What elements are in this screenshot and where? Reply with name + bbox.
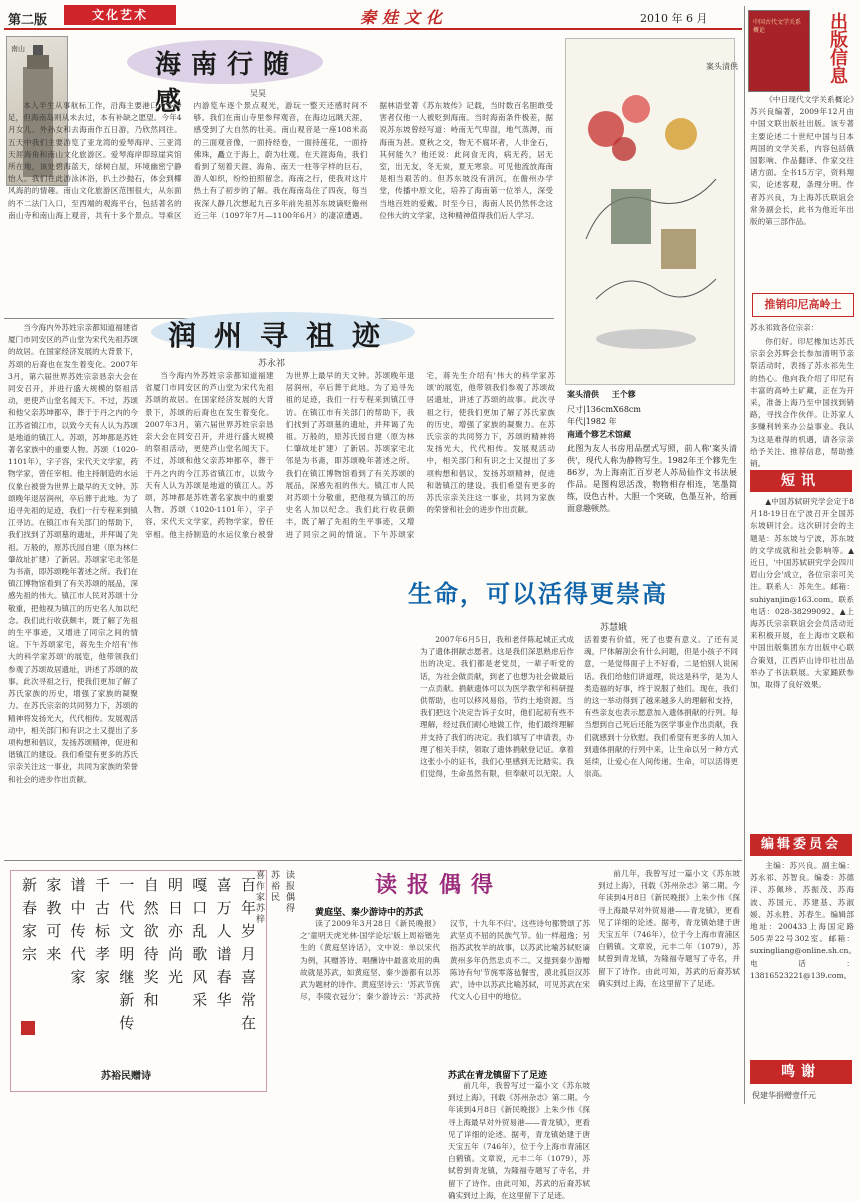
divider bbox=[4, 860, 742, 861]
painting-year: 年代|1982 年 bbox=[567, 417, 617, 426]
calligraphy-seal bbox=[21, 1021, 35, 1035]
painting-caption-title-row bbox=[567, 388, 737, 400]
painting-collection: 南通个簃艺术馆藏 bbox=[567, 429, 631, 439]
calligraphy-caption: 苏裕民赠诗 bbox=[101, 1071, 151, 1082]
calligraphy-side-col: 苏裕民 bbox=[269, 870, 279, 903]
reading-body1 bbox=[300, 918, 590, 1068]
reading-sub1: 黄庭坚、秦少游诗中的苏武 bbox=[315, 908, 424, 918]
reading-title: 读报偶得 bbox=[375, 872, 504, 898]
hainan-title: 海南行随感 bbox=[155, 50, 300, 117]
calligraphy-columns bbox=[19, 877, 259, 1057]
reading-body2 bbox=[448, 1080, 590, 1200]
sidebar-promo-title: 推销印尼高岭土 bbox=[752, 293, 854, 317]
calligraphy-side-col: 喜作家苏梓 bbox=[254, 870, 264, 925]
shengming-body-text: 2007年6月5日，我和老伴陈起城正式成为了遗体捐献志愿者。这是我们深思熟虑后作出的决定。我们都是老党员，一辈子听党的话，为社会做贡献，到老了也想为社会做最后一点贡献。捐献遗体可以为医学教学和科研提供帮助，也可以移风易俗，节约土地资源。当我们把这个决定告诉子女时，他们起初有些不理解，经过我们耐心地做工作，他们最终理解并支持了我们的决定。我们填写了申请表，办理了相关手续，领取了遗体捐献登记证。拿着这张小小的证书，我们心里感到无比踏实。我们觉得，生命虽然有限，但奉献可以无限。人活着要有价值，死了也要有意义。了还有灵魂，尸体解剖会有什么问题，但是小孩子不同意，一是觉得面子上不好看，二是怕别人说闲话。我们给他们讲道理，说这是科学，是为人类造福的好事，终于说服了他们。现在，我们的这一举动得到了越来越多人的理解和支持，有些亲友也表示愿意加入遗体捐献的行列。每当想到自己死后还能为医学事业作出贡献，我们就感到十分欣慰。我们希望有更多的人加入到遗体捐献的行列中来，让生命以另一种方式延续，让爱心在人间传递。生命，可以活得更崇高。 bbox=[420, 635, 738, 779]
calligraphy-col: 一代文明继新传 bbox=[117, 877, 136, 1038]
sidebar-pub-body-text: 《中日现代文学关系概论》苏兴良编著，2009年12月由中国文联出版社出版。该专著主要论述二十世纪中国与日本两国的文学关系，内容包括俄国影响、作品翻译、作家交往诸方面。全书15万字，资料翔实，论述客观，条理分明。作者苏兴良，为上海苏氏联谊会常务副会长，此书为他近年出版的第三部作品。 bbox=[750, 95, 854, 227]
zhenjiang-banner bbox=[148, 310, 418, 354]
reading-sub2: 苏武在青龙镇留下了足迹 bbox=[448, 1071, 548, 1081]
hainan-author: 吴昊 bbox=[250, 89, 266, 98]
section-tag: 文化艺术 bbox=[64, 5, 176, 25]
sidebar-pub-body bbox=[750, 94, 854, 284]
sidebar-promo-author: 苏永祁致各位宗亲： bbox=[750, 323, 819, 332]
page-number: 第二版 bbox=[8, 13, 48, 28]
sidebar-notice-body bbox=[750, 496, 854, 826]
zhenjiang-title: 润州寻祖迹 bbox=[168, 319, 399, 352]
reading-body2-text: 前几年，我曾写过一篇小文《苏东坡到过上海》，刊载《苏州杂志》第二期。今年读到4月8日《新民晚报》上朱少伟《探寻上海最早对外贸易港——青龙镇》，更看见了详细的论述。据考，青龙镇始建于唐天宝五年（746年），位于今上海市青浦区白鹤镇。文章说，元丰二年（1079），苏轼曾到青龙镇，为隆福寺题写了寺名，并留下了诗作。由此可知，苏武的后裔苏轼确实到过上海，在这里留下了足迹。 bbox=[448, 1081, 590, 1200]
issue-date: 2010 年 6 月 bbox=[640, 12, 708, 25]
painting-dims: 尺寸|136cmX68cm bbox=[567, 405, 641, 414]
zhenjiang-body bbox=[8, 322, 138, 854]
painting-inscription: 案头清供 bbox=[706, 62, 738, 71]
shengming-author: 苏慧娥 bbox=[600, 623, 628, 633]
sidebar-notice-title: 短讯 bbox=[750, 470, 852, 492]
sidebar-editor-body bbox=[750, 860, 857, 1056]
reading-body-right bbox=[598, 868, 740, 1104]
header-rule bbox=[4, 28, 742, 30]
reading-body1-text: 读了2009年3月28日《新民晚报》之'童明天虎光林·国学论坛'版上周裕锴先生的《黄庭坚诗话》，文中说：单以宋代为例，其赠答诗、唱酬诗中最喜欢用的典故就是苏武，如黄庭坚、秦少游都有以苏武为题材的诗作。黄庭坚诗云：'苏武节旄尽，李陵衣冠分'；秦少游诗云：'苏武持汉节，十九年不归'。这些诗句都赞颂了苏武坚贞不屈的民族气节。仙一样超逸；另指苏武牧羊的故事，以苏武比喻苏轼贬谪黄州多年仍然忠贞不二。又提到秦少游赠陈诗有句'节旄零落毡餐雪，漠北孤臣汉苏武'，诗中以苏武比喻苏轼，可见苏武在宋代文人心目中的地位。 bbox=[300, 919, 590, 1002]
newspaper-brand: 秦娃文化 bbox=[360, 8, 449, 27]
sidebar-promo-body bbox=[750, 336, 854, 469]
calligraphy-col: 谱中传代家 bbox=[68, 877, 87, 992]
calligraphy-col: 百年岁月喜常在 bbox=[238, 877, 257, 1038]
painting-desc: 此图为友人书房用品摆式写照，前人称'案头清供'，现代人称为静物写生。1982年王个簃先生86岁，为上海南汇百岁老人苏局仙作文书法展作品。是图构思活泼，物物相存相连，笔墨简练，设色古朴，大胆一个突破，色墨互补，给画面意趣顿然。 bbox=[567, 444, 737, 513]
calligraphy-box bbox=[10, 870, 267, 1092]
hainan-body-text: 本人半生从事航标工作，沿海主要港口大多涉足，但海南岛则从未去过，本有补缺之愿望。今年4月女儿、外孙女和去海南作五日游，乃欣然同往。五天中我们主要游览了亚龙湾的爱琴海岸、三亚湾天涯海角和南山文化旅游区。爱琴海岸即琼崖宾馆所在地，该处碧海蓝天，绿树白屋，环境幽密宁静怡人。我们在此游泳沐浴，扒土沙抛石，体会到椰风海韵的情趣。南山文化旅游区范围很大，从东面的不二法门入口，至西端的观海平台，包括著名的南山寺和南山海上观音，共有十多个景点。导乘区内游览车逐个景点观光，游玩一整天还感时间不够。我们在南山寺里参拜观音，在海边远眺天涯，感受到了大自然的壮美。南山观音是一座108米高的三面观音像，一面持经卷，一面持莲花，一面持佛珠，矗立于海上，蔚为壮观。在天涯海角，我们看到了刻着天涯、海角、南天一柱等字样的巨石，游人如织，纷纷拍照留念。海南之行，使我对这片热土有了初步的了解。我在海南岛住了四夜，每当夜深人静几次想起九百多年前先祖苏东坡谪贬儋州近三年（1097年7月—1100年6月）的凄凉遭遇。据林语堂著《苏东坡传》记载，当时数百名胆敢受害者仅他一人被贬到海南。当时海南条件极差，据说苏东坡曾经写道：峙南无气卑湿，地气蒸溽，而海南为甚。夏秋之交，物无不腐坏者，人非金石，其何能久？他还说：此间食无肉，病无药，居无室，出无友，冬无炭，夏无寒泉。可见他流放海南是相当艰苦的。但苏东坡没有消沉，在儋州办学堂，传播中原文化，培养了海南第一位举人，深受当地百姓的爱戴。时至今日，海南人民仍然怀念这位伟大的文学家，这种精神值得我们后人学习。 bbox=[8, 101, 553, 220]
zhenjiang-body-text-b: 当今海内外苏姓宗亲都知道福建省厦门市同安区的芦山堂为宋代先祖苏颂的故居。在国家经济发展的大背景下，苏颂的后裔也在发生着变化。2007年3月，第六届世界苏姓宗亲恳亲大会在同安召开，并进行盛大规模的祭祖活动，更使芦山堂名闻天下。不过，苏颂和他父亲苏坤都卒，葬于于丹之内的今江苏省镇江市，以致今天有人认为苏颂是地道的镇江人。苏颂，苏坤都是苏姓著名家族中的重要人物。苏颂（1020-1101年），字子容，宋代天文学家，药物学家，曾任宰相。他主持制造的水运仪象台被誉为世界上最早的天文钟。苏颂晚年退居润州，卒后葬于此地。为了追寻先祖的足迹，我们一行专程来到镇江寻访。在镇江市有关部门的帮助下，我们找到了苏颂墓的遗址，并拜谒了先祖。万般的，原苏氏园自建（原为林仁肇故址扩建）了新居。苏颂家宅北邻是为书斋，即苏颂晚年著述之所。我们在镇江博物馆看到了有关苏颂的展品，深感先祖的伟大。镇江市人民对苏颂十分敬重，把他视为镇江的历史名人加以纪念。我们此行收获颇丰，既了解了先祖的生平事迹，又增进了同宗之间的情谊。下午苏颂家宅，蒋先生介绍有'伟大的科学家苏颂'的展览，他带领我们参观了苏颂故居遗址，讲述了苏颂的故事。此次寻祖之行，使我们更加了解了苏氏家族的历史，增强了家族的凝聚力。在苏氏宗亲的共同努力下，苏颂的精神将发扬光大，代代相传。发展观活动中，相关部门和有识之士又提出了多项构想和倡议，发扬苏颂精神，促进和谐镇江的建设。我们希望有更多的苏氏宗亲关注这一事业，共同为家族的荣誉和社会的进步作出贡献。 bbox=[145, 371, 555, 539]
reading-body-right-text: 前几年，我曾写过一篇小文《苏东坡到过上海》，刊载《苏州杂志》第二期。今年读到4月8日《新民晚报》上朱少伟《探寻上海最早对外贸易港——青龙镇》，更看见了详细的论述。据考，青龙镇始建于唐天宝五年（746年），位于今上海市青浦区白鹤镇。文章说，元丰二年（1079），苏轼曾到青龙镇，为隆福寺题写了寺名，并留下了诗作。由此可知，苏武的后裔苏轼确实到过上海，在这里留下了足迹。 bbox=[598, 869, 740, 988]
sidebar-thanks-title: 鸣谢 bbox=[750, 1060, 852, 1084]
sidebar-pub-title: 出版信息 bbox=[827, 12, 848, 84]
zhenjiang-author: 苏永祁 bbox=[258, 359, 286, 369]
sidebar-notice-body-text: ▲中国苏轼研究学会定于8月18-19日在宁波召开全国苏东坡研讨会。这次研讨会的主题是：苏东坡与宁波，苏东坡的文学成就和社会影响等。▲近日，'中国苏轼研究学会四川眉山分会'成立，各位宗亲可关注。联系人：苏先生。邮箱：suhiyanjin@163.com。联系电话：028-38299092。▲上海苏氏宗亲联谊会会员活动近来积极开展，在上海市文联和中国出版集团东方出版中心联合策划，江西庐山诗印社出品举办了书法联展。大家踊跃参加，取得了良好效果。 bbox=[750, 497, 854, 690]
sidebar-promo-body-text: 你们好。印尼橡加达苏氏宗亲会苏辉会长参加清明节亲祭活动时，表扬了苏永祁先生的热心。他向我介绍了印尼有丰富的高岭土矿藏，正在为开采，准备上海乃至中国找到销路，寻找合作伙伴。让苏家人多赚利转来办公益事业。我认为这是难得的机遇，请各宗亲给予关注、推荐信息，帮助推销。 bbox=[750, 337, 854, 469]
calligraphy-side-col: 读报偶得 bbox=[284, 870, 294, 914]
painting bbox=[565, 38, 738, 385]
calligraphy-col: 家教可来 bbox=[44, 877, 63, 969]
sidebar-book-cover bbox=[748, 10, 810, 92]
shengming-title: 生命，可以活得更崇高 bbox=[408, 580, 668, 608]
hainan-body bbox=[8, 100, 553, 315]
sidebar-divider bbox=[744, 6, 745, 1104]
sidebar-book-label: 中国古代文学关系概论 bbox=[753, 19, 802, 34]
calligraphy-col: 新春家宗 bbox=[20, 877, 38, 969]
calligraphy-side bbox=[254, 870, 296, 1050]
painting-caption-title: 案头清供 bbox=[567, 389, 599, 399]
calligraphy-col: 自然欲待奖和 bbox=[141, 877, 160, 1015]
calligraphy-col: 喜万人谱春华 bbox=[214, 877, 233, 1015]
sidebar-editor-title: 编辑委员会 bbox=[750, 834, 852, 856]
zhenjiang-body-text-a: 当今海内外苏姓宗亲都知道福建省厦门市同安区的芦山堂为宋代先祖苏颂的故居。在国家经济发展的大背景下，苏颂的后裔也在发生着变化。2007年3月，第六届世界苏姓宗亲恳亲大会在同安召开，并进行盛大规模的祭祖活动，更使芦山堂名闻天下。不过，苏颂和他父亲苏坤都卒，葬于于丹之内的今江苏省镇江市，以致今天有人认为苏颂是地道的镇江人。苏颂，苏坤都是苏姓著名家族中的重要人物。苏颂（1020-1101年），字子容，宋代天文学家，药物学家，曾任宰相。他主持制造的水运仪象台被誉为世界上最早的天文钟。苏颂晚年退居润州，卒后葬于此地。为了追寻先祖的足迹，我们一行专程来到镇江寻访。在镇江市有关部门的帮助下，我们找到了苏颂墓的遗址，并拜谒了先祖。万般的，原苏氏园自建（原为林仁肇故址扩建）了新居。苏颂家宅北邻是为书斋，即苏颂晚年著述之所。我们在镇江博物馆看到了有关苏颂的展品，深感先祖的伟大。镇江市人民对苏颂十分敬重，把他视为镇江的历史名人加以纪念。我们此行收获颇丰，既了解了先祖的生平事迹，又增进了同宗之间的情谊。下午苏颂家宅，蒋先生介绍有'伟大的科学家苏颂'的展览，他带领我们参观了苏颂故居遗址，讲述了苏颂的故事。此次寻祖之行，使我们更加了解了苏氏家族的历史，增强了家族的凝聚力。在苏氏宗亲的共同努力下，苏颂的精神将发扬光大，代代相传。发展观活动中，相关部门和有识之士又提出了多项构想和倡议，发扬苏颂精神，促进和谐镇江的建设。我们希望有更多的苏氏宗亲关注这一事业，共同为家族的荣誉和社会的进步作出贡献。 bbox=[8, 323, 138, 784]
shengming-body bbox=[420, 634, 738, 858]
painting-caption-author: 王个簃 bbox=[611, 389, 636, 399]
sidebar-editor-body-text: 主编：苏兴良。副主编：苏永祁、苏智良。编委：苏德洋、苏佩珍、苏振茂、苏海波、苏国元、苏建基、苏淑媛、苏永胜、苏春生。编辑部地址：200433上海国定路505弄22号302室。邮箱：suxingliang@online.sh.cn。电话：13816523221@139.com。 bbox=[750, 861, 857, 980]
calligraphy-col: 嘎口乱歌风采 bbox=[190, 877, 209, 1015]
painting-art bbox=[566, 39, 738, 384]
calligraphy-col: 明日亦尚光 bbox=[165, 877, 184, 992]
calligraphy-col: 千古标孝家 bbox=[92, 877, 111, 992]
sidebar-thanks-body: 倪建华捐赠壹仟元 bbox=[752, 1091, 816, 1100]
svg-text:南山: 南山 bbox=[11, 45, 25, 53]
